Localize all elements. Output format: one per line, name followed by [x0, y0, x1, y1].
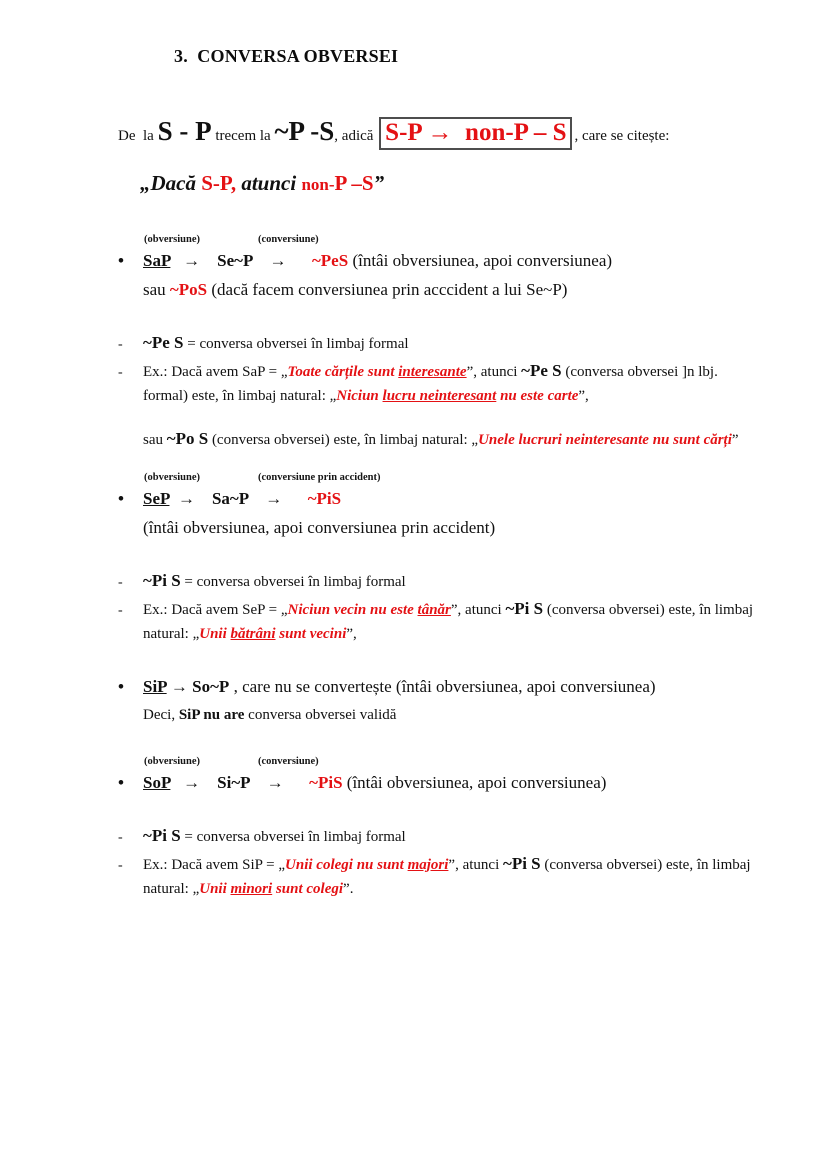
- text-segment: (întâi obversiunea, apoi conversiunea): [348, 251, 613, 270]
- formula-step-label: (conversiune): [258, 756, 319, 767]
- formula-step-label: (obversiune): [144, 756, 200, 767]
- text-segment: trecem la: [211, 128, 275, 144]
- text-segment: ~Pe S: [143, 333, 184, 352]
- dash-marker: -: [118, 365, 123, 380]
- text-segment: sau: [143, 432, 167, 448]
- text-segment: Deci,: [143, 707, 179, 723]
- text-segment: ”, atunci: [450, 602, 506, 618]
- dash-item: [118, 852, 770, 901]
- text-segment: ~Pi S: [143, 826, 181, 845]
- bullet-marker: •: [118, 677, 124, 696]
- text-segment: , care nu se convertește (întâi obversiunea, apoi conversiunea): [229, 677, 656, 696]
- dash-marker: -: [118, 337, 123, 352]
- text-segment: Se~P: [217, 251, 253, 270]
- intro-line: [118, 113, 770, 154]
- text-segment: SoP: [143, 773, 171, 792]
- text-segment: S-P,: [201, 171, 237, 195]
- text-segment: (conversa obversei) este, în limbaj natural: „: [143, 602, 757, 642]
- text-segment: non-: [301, 175, 335, 194]
- rich-text: [143, 569, 765, 594]
- bullet-item: [118, 248, 770, 274]
- text-segment: ~Pi S: [143, 571, 181, 590]
- paragraph: [118, 515, 770, 541]
- text-segment: ~Pi S: [505, 599, 544, 618]
- reading-line: [140, 168, 770, 201]
- text-segment: = conversa obversei în limbaj formal: [180, 829, 406, 845]
- text-segment: →: [252, 251, 312, 270]
- dash-marker: -: [118, 603, 123, 618]
- rich-text: [143, 770, 768, 796]
- formula-step-label: (obversiune): [144, 472, 200, 483]
- spacer: [118, 411, 770, 424]
- rich-text: [143, 486, 768, 512]
- paragraph: [118, 703, 770, 727]
- text-segment: majori: [407, 857, 449, 873]
- text-segment: Ex.: Dacă avem SiP = „: [143, 857, 286, 873]
- dash-marker: -: [118, 830, 123, 845]
- text-segment: SiP nu are: [178, 707, 245, 723]
- text-segment: (întâi obversiunea, apoi conversiunea prin accident): [143, 518, 496, 537]
- text-segment: →: [170, 773, 218, 792]
- text-segment: ”, atunci: [448, 857, 503, 873]
- paragraph-justified: [118, 427, 770, 452]
- text-segment: Toate cărțile sunt: [287, 364, 399, 380]
- rich-text: [143, 674, 768, 700]
- text-segment: ~PeS: [311, 251, 349, 270]
- rich-text: [143, 359, 765, 408]
- text-segment: So~P: [192, 677, 230, 696]
- text-segment: →: [169, 489, 212, 508]
- dash-marker: -: [118, 858, 123, 873]
- text-segment: Si~P: [217, 773, 250, 792]
- text-segment: interesante: [398, 364, 467, 380]
- text-segment: Unii: [199, 626, 231, 642]
- spacer: [118, 204, 770, 230]
- text-segment: Ex.: Dacă avem SaP = „: [143, 364, 288, 380]
- text-segment: Unii: [199, 881, 231, 897]
- text-segment: SaP: [143, 251, 171, 270]
- spacer: [118, 306, 770, 328]
- text-segment: Unele lucruri neinteresante nu sunt cărți: [478, 432, 732, 448]
- bullet-marker: •: [118, 251, 124, 270]
- text-segment: (dacă facem conversiunea prin acccident a lui Se~P): [207, 280, 568, 299]
- spacer: [118, 730, 770, 752]
- text-segment: , care se citește:: [574, 128, 670, 144]
- bullet-item: [118, 674, 770, 700]
- document-body: [118, 113, 770, 901]
- text-segment: ”,: [346, 626, 357, 642]
- text-segment: = conversa obversei în limbaj formal: [183, 336, 409, 352]
- text-segment: Ex.: Dacă avem SeP = „: [143, 602, 288, 618]
- text-segment: SeP: [143, 489, 170, 508]
- text-segment: tânăr: [417, 602, 451, 618]
- page-title: 3. CONVERSA OBVERSEI: [174, 46, 399, 66]
- text-segment: →: [249, 773, 310, 792]
- text-segment: De la: [118, 128, 158, 144]
- text-segment: ~Pe S: [521, 361, 562, 380]
- rich-text: [118, 116, 670, 146]
- formula-step-label: (conversiune prin accident): [258, 472, 381, 483]
- dash-marker: -: [118, 575, 123, 590]
- text-segment: sunt colegi: [272, 881, 344, 897]
- text-segment: Niciun vecin nu este: [287, 602, 418, 618]
- text-segment: S-P → non-P – S: [379, 117, 572, 150]
- text-segment: atunci: [236, 171, 302, 195]
- paragraph: [118, 277, 770, 303]
- labels-row: [118, 471, 770, 485]
- rich-text: [143, 597, 765, 646]
- text-segment: sau: [143, 280, 170, 299]
- text-segment: ”: [373, 171, 385, 195]
- text-segment: ~Po S: [166, 429, 209, 448]
- text-segment: = conversa obversei în limbaj formal: [180, 574, 406, 590]
- spacer: [118, 649, 770, 671]
- bullet-item: [118, 486, 770, 512]
- dash-item: [118, 331, 770, 356]
- dash-item: [118, 359, 770, 408]
- text-segment: Niciun: [336, 388, 383, 404]
- text-segment: ~P -S: [274, 116, 335, 146]
- spacer: [118, 799, 770, 821]
- text-segment: Sa~P: [211, 489, 249, 508]
- rich-text: [143, 427, 765, 452]
- text-segment: →: [170, 251, 218, 270]
- text-segment: ”.: [343, 881, 354, 897]
- text-segment: nu este carte: [496, 388, 579, 404]
- text-segment: ”: [731, 432, 739, 448]
- text-segment: →: [166, 677, 193, 696]
- labels-row: [118, 755, 770, 769]
- text-segment: →: [248, 489, 308, 508]
- text-segment: S - P: [157, 116, 212, 146]
- text-segment: „Dacă: [140, 171, 202, 195]
- bullet-marker: •: [118, 489, 124, 508]
- dash-item: [118, 569, 770, 594]
- spacer: [118, 455, 770, 468]
- bullet-item: [118, 770, 770, 796]
- text-segment: ~Pi S: [502, 854, 541, 873]
- rich-text: [143, 282, 567, 299]
- text-segment: minori: [230, 881, 273, 897]
- formula-step-label: (conversiune): [258, 234, 319, 245]
- rich-text: [140, 171, 385, 195]
- rich-text: [143, 520, 495, 537]
- text-segment: Unii colegi nu sunt: [285, 857, 408, 873]
- rich-text: [143, 824, 765, 849]
- text-segment: ~PoS: [169, 280, 208, 299]
- spacer: [118, 544, 770, 566]
- dash-item: [118, 597, 770, 646]
- text-segment: (conversa obversei) este, în limbaj natural: „: [143, 857, 755, 897]
- rich-text: [143, 706, 396, 723]
- text-segment: P –S: [334, 171, 374, 195]
- text-segment: ~PiS: [309, 773, 343, 792]
- text-segment: sunt vecini: [275, 626, 347, 642]
- text-segment: (conversa obversei ]n lbj. formal) este, în limbaj natural: „: [143, 364, 722, 404]
- rich-text: [143, 331, 765, 356]
- text-segment: , adică: [334, 128, 378, 144]
- text-segment: ”, atunci: [466, 364, 522, 380]
- text-segment: ~PiS: [307, 489, 342, 508]
- text-segment: SiP: [143, 677, 167, 696]
- text-segment: ”,: [578, 388, 589, 404]
- rich-text: [143, 248, 768, 274]
- rich-text: [143, 852, 765, 901]
- text-segment: (întâi obversiunea, apoi conversiunea): [342, 773, 607, 792]
- dash-item: [118, 824, 770, 849]
- text-segment: lucru neinteresant: [382, 388, 497, 404]
- labels-row: [118, 233, 770, 247]
- text-segment: bătrâni: [230, 626, 276, 642]
- text-segment: conversa obversei validă: [244, 707, 397, 723]
- bullet-marker: •: [118, 773, 124, 792]
- text-segment: (conversa obversei) este, în limbaj natural: „: [208, 432, 479, 448]
- formula-step-label: (obversiune): [144, 234, 200, 245]
